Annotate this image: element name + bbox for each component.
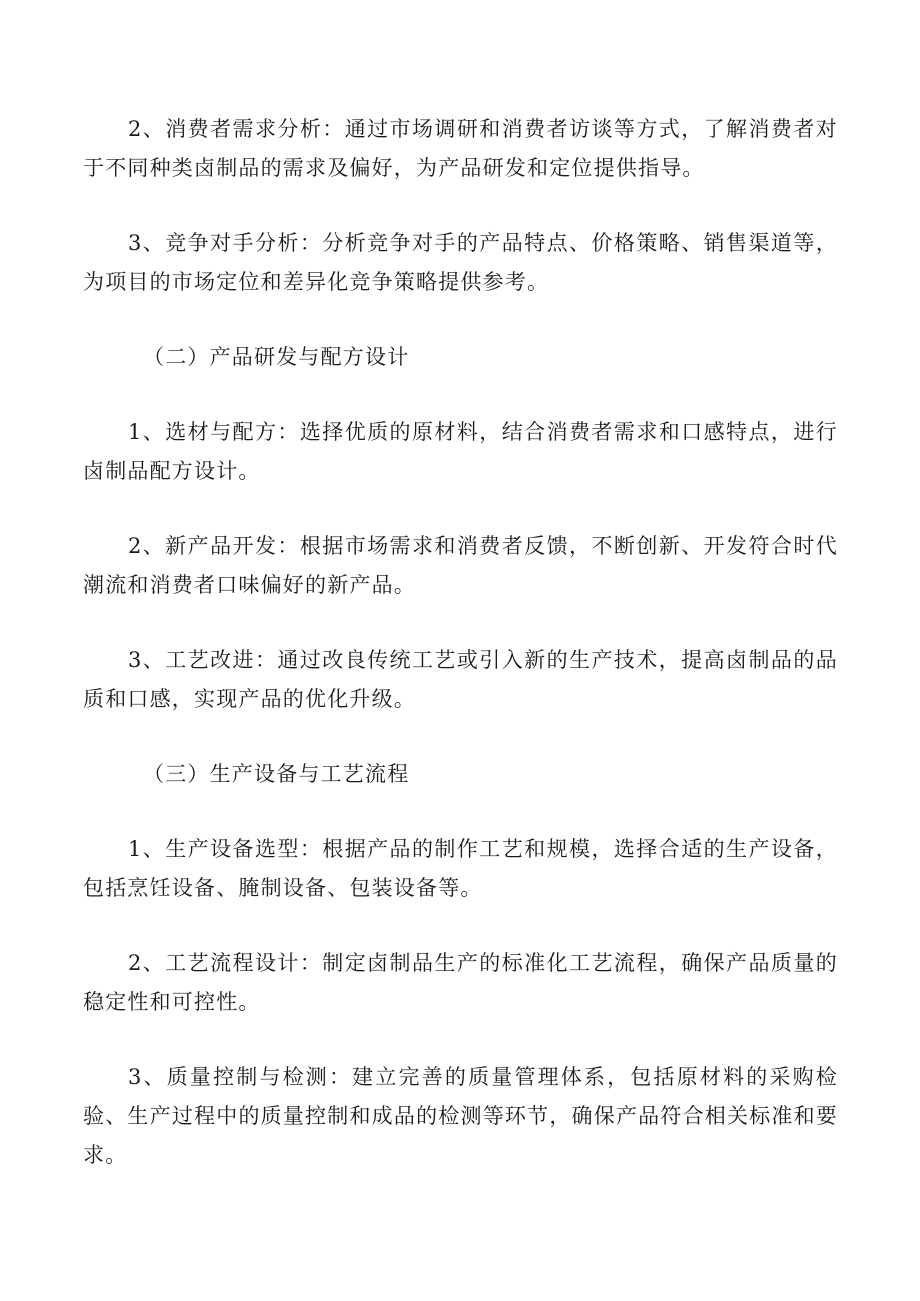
- section-heading-rnd: （二）产品研发与配方设计: [143, 345, 410, 369]
- section-heading-equipment: （三）生产设备与工艺流程: [143, 762, 410, 786]
- paragraph-quality-control: 3、质量控制与检测：建立完善的质量管理体系，包括原材料的采购检验、生产过程中的质量控制和成品的检测等环节，确保产品符合相关标准和要求。: [83, 1065, 838, 1167]
- paragraph-materials-formula: 1、选材与配方：选择优质的原材料，结合消费者需求和口感特点，进行卤制品配方设计。: [83, 420, 838, 483]
- paragraph-process-improvement: 3、工艺改进：通过改良传统工艺或引入新的生产技术，提高卤制品的品质和口感，实现产品的优化升级。: [83, 648, 838, 711]
- paragraph-consumer-demand: 2、消费者需求分析：通过市场调研和消费者访谈等方式，了解消费者对于不同种类卤制品的需求及偏好，为产品研发和定位提供指导。: [83, 117, 838, 180]
- paragraph-equipment-selection: 1、生产设备选型：根据产品的制作工艺和规模，选择合适的生产设备，包括烹饪设备、腌制设备、包装设备等。: [83, 837, 838, 900]
- paragraph-process-design: 2、工艺流程设计：制定卤制品生产的标准化工艺流程，确保产品质量的稳定性和可控性。: [83, 951, 838, 1014]
- paragraph-competitor-analysis: 3、竞争对手分析：分析竞争对手的产品特点、价格策略、销售渠道等，为项目的市场定位和差异化竞争策略提供参考。: [83, 231, 838, 294]
- document-body: [83, 110, 838, 1175]
- paragraph-new-product: 2、新产品开发：根据市场需求和消费者反馈，不断创新、开发符合时代潮流和消费者口味偏好的新产品。: [83, 534, 838, 597]
